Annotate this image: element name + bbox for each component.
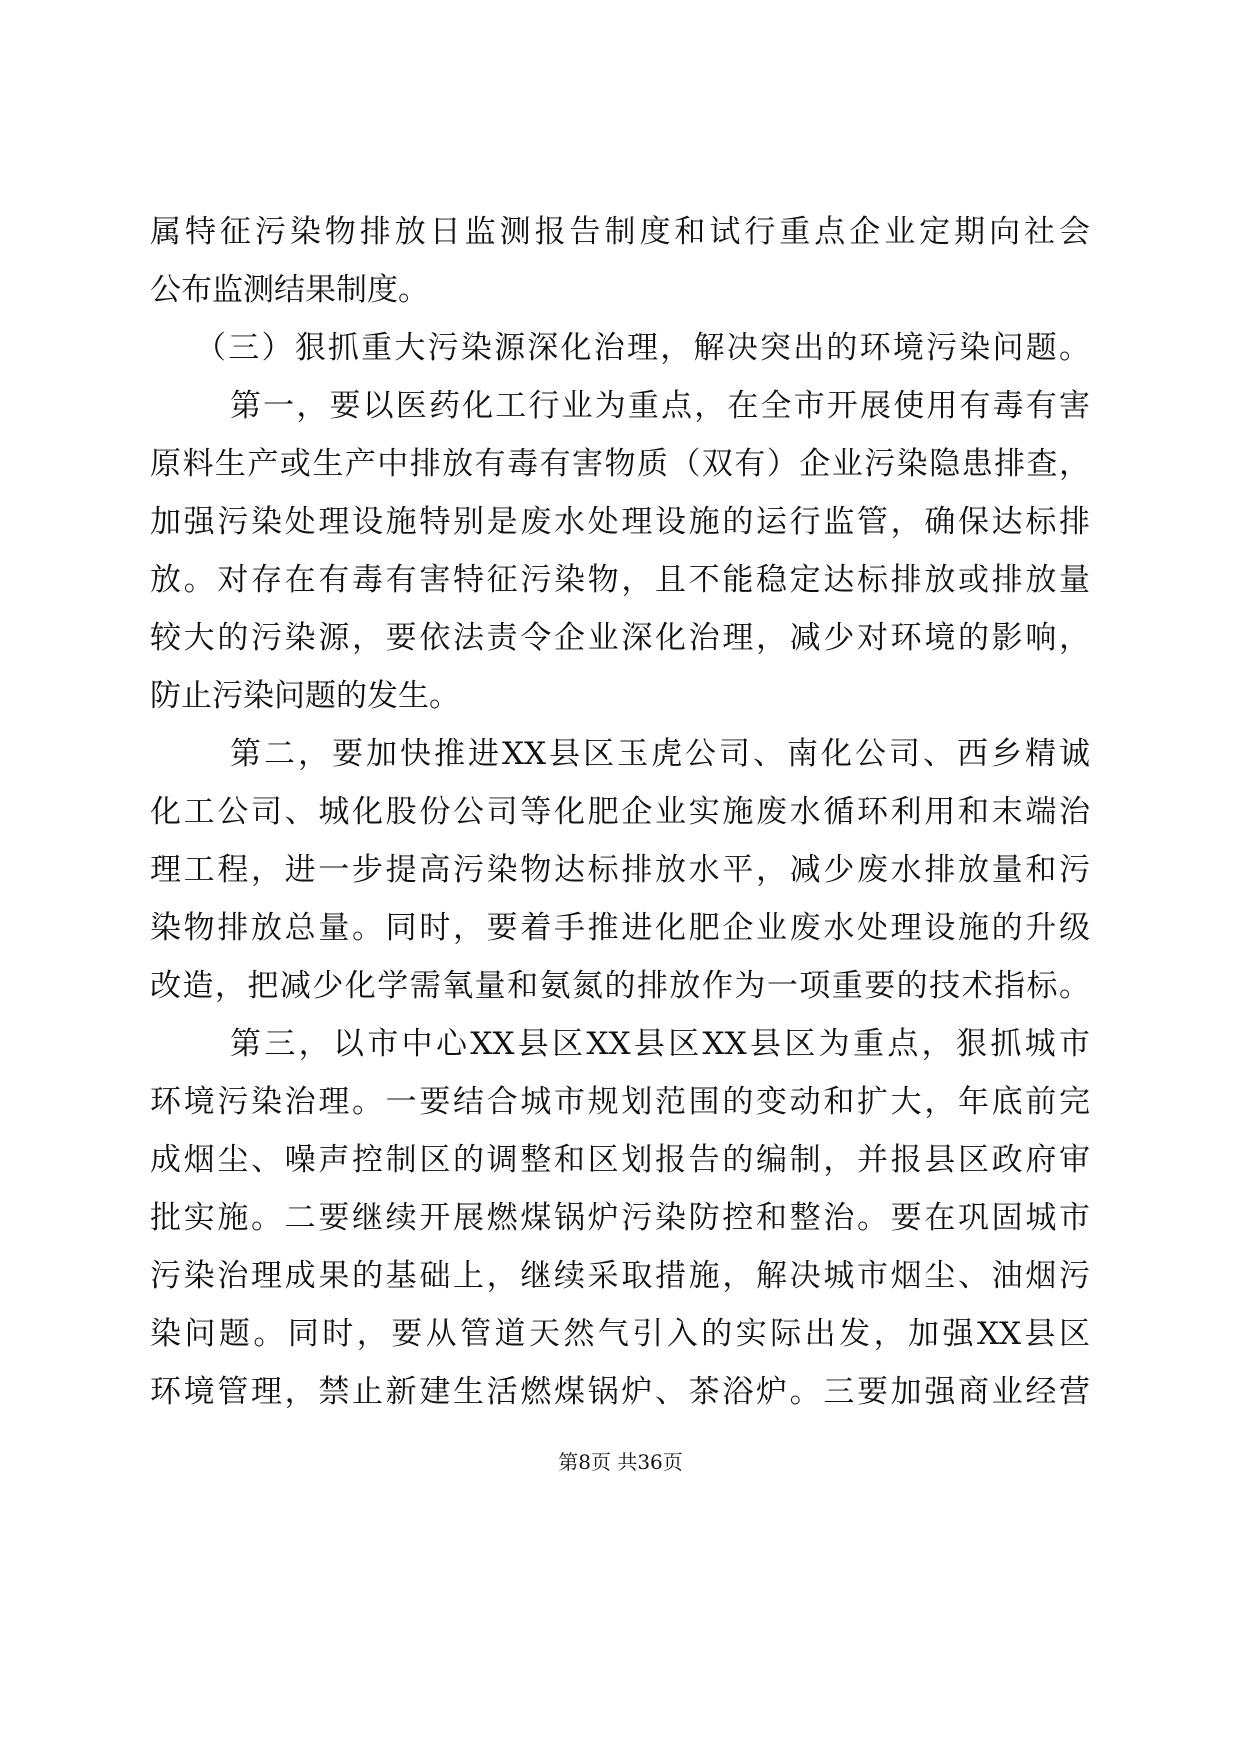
text-line: （三）狠抓重大污染源深化治理，解决突出的环境污染问题。 bbox=[195, 330, 1090, 366]
text-line: 第三，以市中心XX县区XX县区XX县区为重点，狠抓城市 bbox=[230, 1026, 1090, 1062]
text-line: 染物排放总量。同时，要着手推进化肥企业废水处理设施的升级 bbox=[150, 910, 1090, 946]
text-line: 原料生产或生产中排放有毒有害物质（双有）企业污染隐患排查， bbox=[150, 446, 1090, 482]
text-line: 环境污染治理。一要结合城市规划范围的变动和扩大，年底前完 bbox=[150, 1084, 1090, 1120]
text-line: 化工公司、城化股份公司等化肥企业实施废水循环利用和末端治 bbox=[150, 794, 1090, 830]
text-line: 加强污染处理设施特别是废水处理设施的运行监管，确保达标排 bbox=[150, 504, 1090, 540]
text-line: 较大的污染源，要依法责令企业深化治理，减少对环境的影响， bbox=[150, 620, 1090, 656]
text-line: 放。对存在有毒有害特征污染物，且不能稳定达标排放或排放量 bbox=[150, 562, 1090, 598]
text-line: 理工程，进一步提高污染物达标排放水平，减少废水排放量和污 bbox=[150, 852, 1090, 888]
text-line: 第一，要以医药化工行业为重点，在全市开展使用有毒有害 bbox=[230, 388, 1090, 424]
text-line: 第二，要加快推进XX县区玉虎公司、南化公司、西乡精诚 bbox=[230, 736, 1090, 772]
text-line: 公布监测结果制度。 bbox=[150, 272, 429, 308]
text-line: 污染治理成果的基础上，继续采取措施，解决城市烟尘、油烟污 bbox=[150, 1258, 1090, 1294]
text-line: 染问题。同时，要从管道天然气引入的实际出发，加强XX县区 bbox=[150, 1316, 1090, 1352]
text-line: 成烟尘、噪声控制区的调整和区划报告的编制，并报县区政府审 bbox=[150, 1142, 1090, 1178]
text-line: 防止污染问题的发生。 bbox=[150, 678, 460, 714]
page-footer: 第8页 共36页 bbox=[558, 1450, 683, 1474]
text-line: 环境管理，禁止新建生活燃煤锅炉、茶浴炉。三要加强商业经营 bbox=[150, 1374, 1090, 1410]
text-line: 批实施。二要继续开展燃煤锅炉污染防控和整治。要在巩固城市 bbox=[150, 1200, 1090, 1236]
text-line: 改造，把减少化学需氧量和氨氮的排放作为一项重要的技术指标。 bbox=[150, 968, 1090, 1004]
text-line: 属特征污染物排放日监测报告制度和试行重点企业定期向社会 bbox=[150, 214, 1090, 250]
